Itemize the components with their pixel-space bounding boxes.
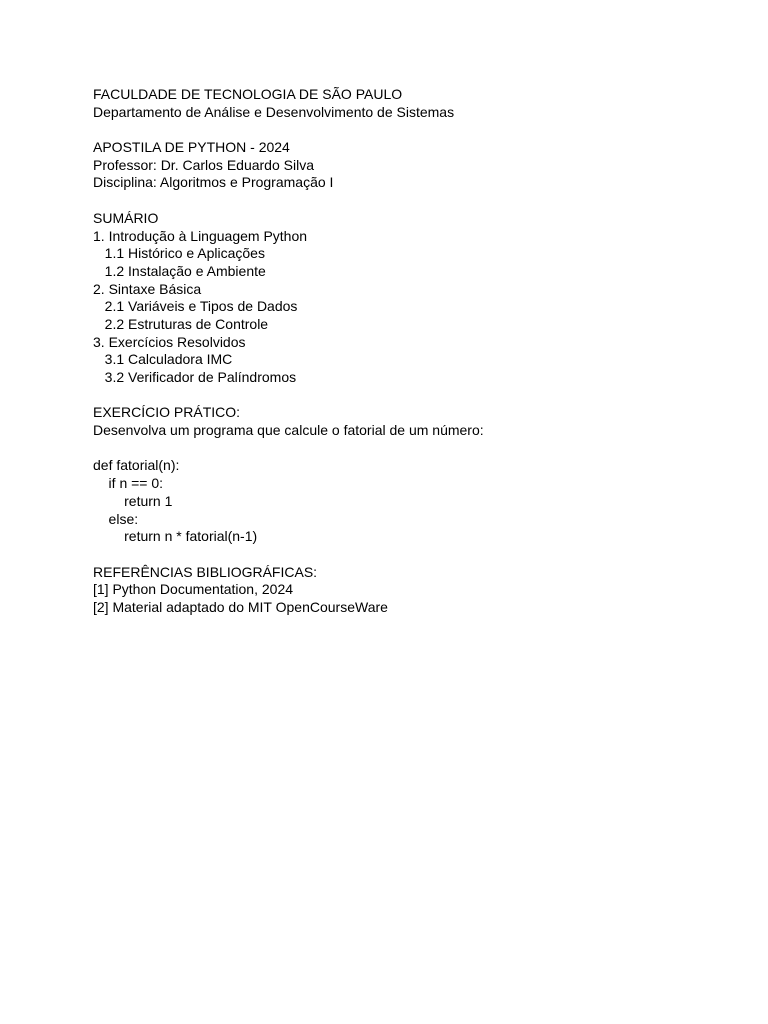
exercise-heading: EXERCÍCIO PRÁTICO: — [93, 404, 241, 421]
institution-name: FACULDADE DE TECNOLOGIA DE SÃO PAULO — [93, 86, 403, 102]
summary-item: 2. Sintaxe Básica — [93, 280, 202, 297]
reference-item: [1] Python Documentation, 2024 — [93, 581, 294, 598]
summary-item: 3.1 Calculadora IMC — [93, 351, 233, 368]
reference-item: [2] Material adaptado do MIT OpenCourseWare — [93, 598, 388, 615]
summary-list — [93, 228, 733, 387]
code-line: return n * fatorial(n-1) — [93, 528, 258, 545]
spacer — [93, 121, 733, 139]
code-line: else: — [93, 510, 139, 527]
code-block — [93, 457, 733, 545]
summary-item: 1.1 Histórico e Aplicações — [93, 245, 265, 262]
summary-item: 1.2 Instalação e Ambiente — [93, 262, 266, 279]
code-line: if n == 0: — [93, 475, 164, 492]
professor-line: Professor: Dr. Carlos Eduardo Silva — [93, 156, 314, 173]
spacer — [93, 387, 733, 405]
summary-item: 1. Introdução à Linguagem Python — [93, 227, 308, 244]
document-page — [93, 86, 733, 617]
references-list — [93, 581, 733, 616]
references-heading: REFERÊNCIAS BIBLIOGRÁFICAS: — [93, 563, 318, 580]
code-line: return 1 — [93, 492, 173, 509]
spacer — [93, 546, 733, 564]
summary-item: 3. Exercícios Resolvidos — [93, 333, 246, 350]
department-name: Departamento de Análise e Desenvolvimento de Sistemas — [93, 103, 455, 120]
discipline-line: Disciplina: Algoritmos e Programação I — [93, 174, 334, 191]
spacer — [93, 192, 733, 210]
document-title: APOSTILA DE PYTHON - 2024 — [93, 139, 290, 156]
spacer — [93, 440, 733, 458]
summary-item: 2.2 Estruturas de Controle — [93, 315, 269, 332]
summary-item: 3.2 Verificador de Palíndromos — [93, 369, 297, 385]
summary-heading: SUMÁRIO — [93, 209, 159, 226]
code-line: def fatorial(n): — [93, 457, 180, 474]
summary-item: 2.1 Variáveis e Tipos de Dados — [93, 298, 298, 315]
exercise-description: Desenvolva um programa que calcule o fatorial de um número: — [93, 422, 484, 439]
